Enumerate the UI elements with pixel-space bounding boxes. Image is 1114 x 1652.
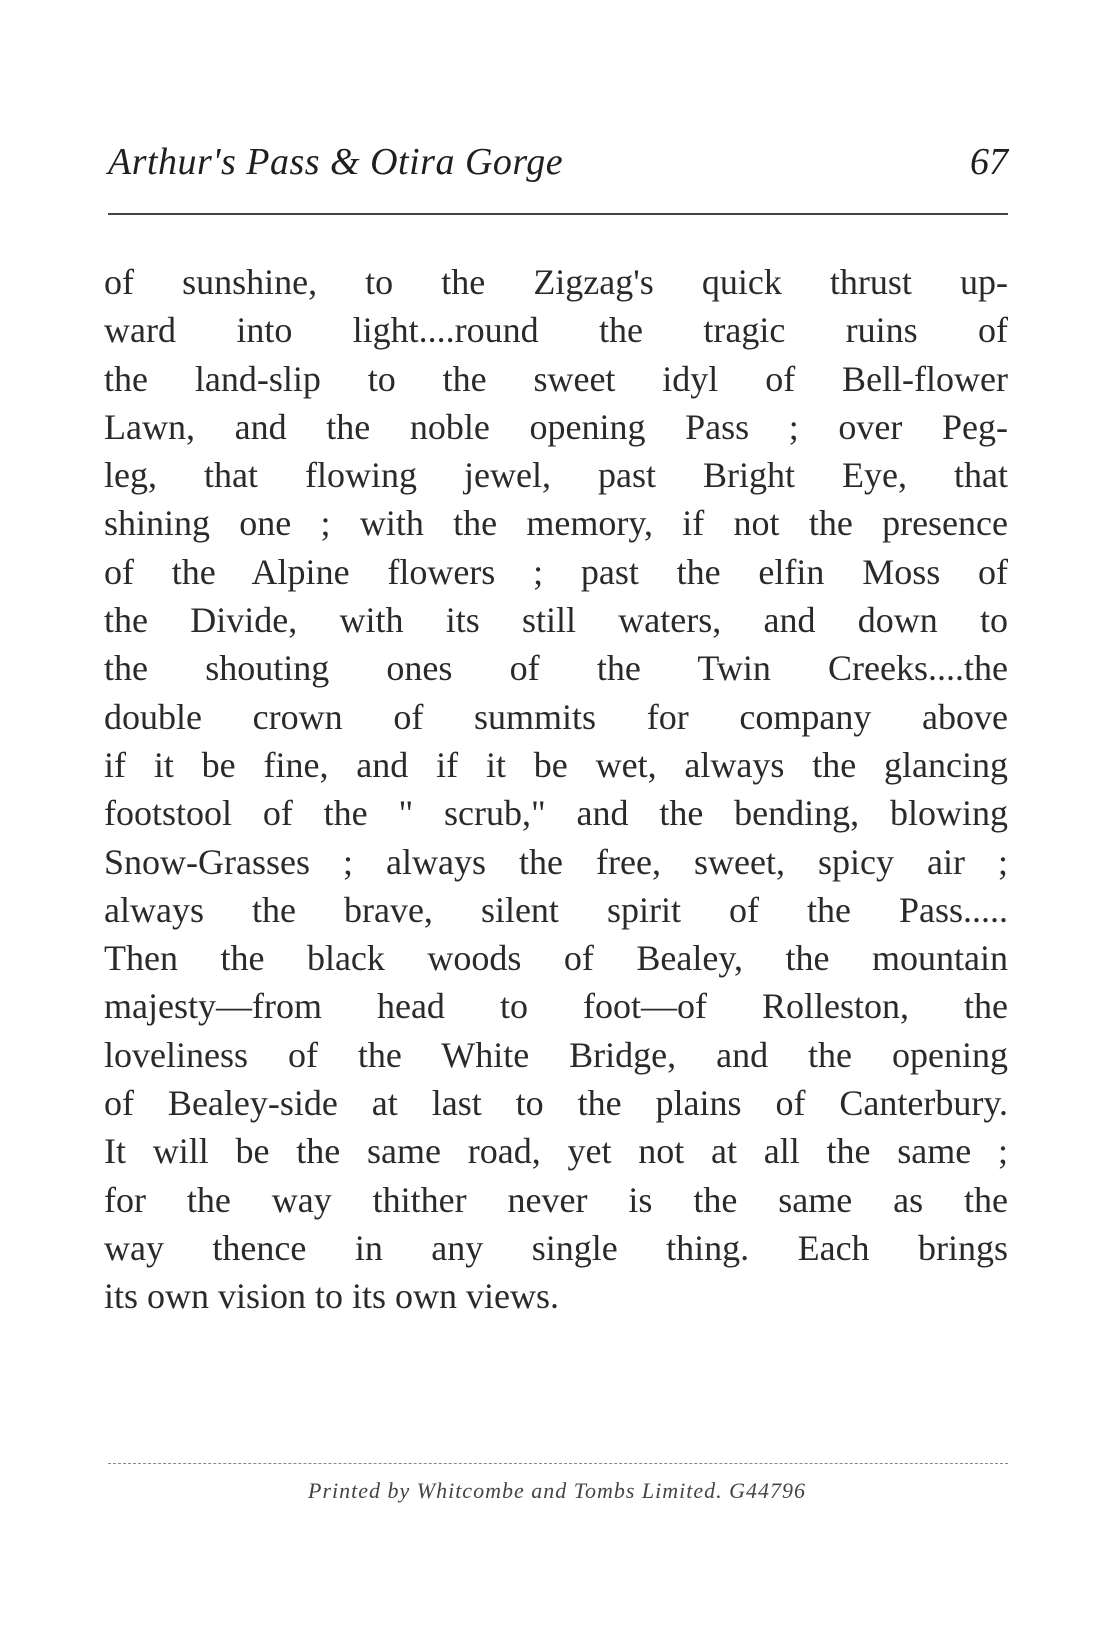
header-rule [108,213,1008,215]
text-line: footstool of the " scrub," and the bending, blowing [104,793,1008,834]
footer-rule [108,1463,1008,1464]
text-line: the shouting ones of the Twin Creeks....the [104,648,1008,689]
text-line: It will be the same road, yet not at all the same ; [104,1131,1008,1172]
text-line: Snow-Grasses ; always the free, sweet, spicy air ; [104,841,1008,882]
text-line: way thence in any single thing. Each brings [104,1227,1008,1268]
page-header [108,140,1008,200]
text-line: loveliness of the White Bridge, and the opening [104,1034,1008,1075]
text-line: Lawn, and the noble opening Pass ; over Peg- [104,406,1008,447]
text-line: of sunshine, to the Zigzag's quick thrust up- [104,262,1008,302]
text-line: double crown of summits for company above [104,696,1008,737]
text-line: ward into light....round the tragic ruins of [104,310,1008,351]
text-line: shining one ; with the memory, if not the presence [104,503,1008,544]
text-line: leg, that flowing jewel, past Bright Eye, that [104,455,1008,496]
running-title: Arthur's Pass & Otira Gorge [108,141,564,183]
text-line: the Divide, with its still waters, and down to [104,600,1008,641]
text-line: majesty—from head to foot—of Rolleston, the [104,986,1008,1027]
text-line: for the way thither never is the same as the [104,1179,1008,1220]
text-line: of the Alpine flowers ; past the elfin Moss of [104,551,1008,592]
page-number: 67 [970,141,1008,183]
text-line: the land-slip to the sweet idyl of Bell-flower [104,358,1008,399]
text-line: Then the black woods of Bealey, the mountain [104,938,1008,979]
body-text [104,258,1008,1321]
text-line: its own vision to its own views. [104,1276,560,1317]
text-line: always the brave, silent spirit of the Pass..... [104,889,1008,930]
printer-imprint: Printed by Whitcombe and Tombs Limited. G44796 [308,1478,806,1503]
text-line: of Bealey-side at last to the plains of Canterbury. [104,1083,1008,1124]
text-line: if it be fine, and if it be wet, always the glancing [104,744,1008,785]
